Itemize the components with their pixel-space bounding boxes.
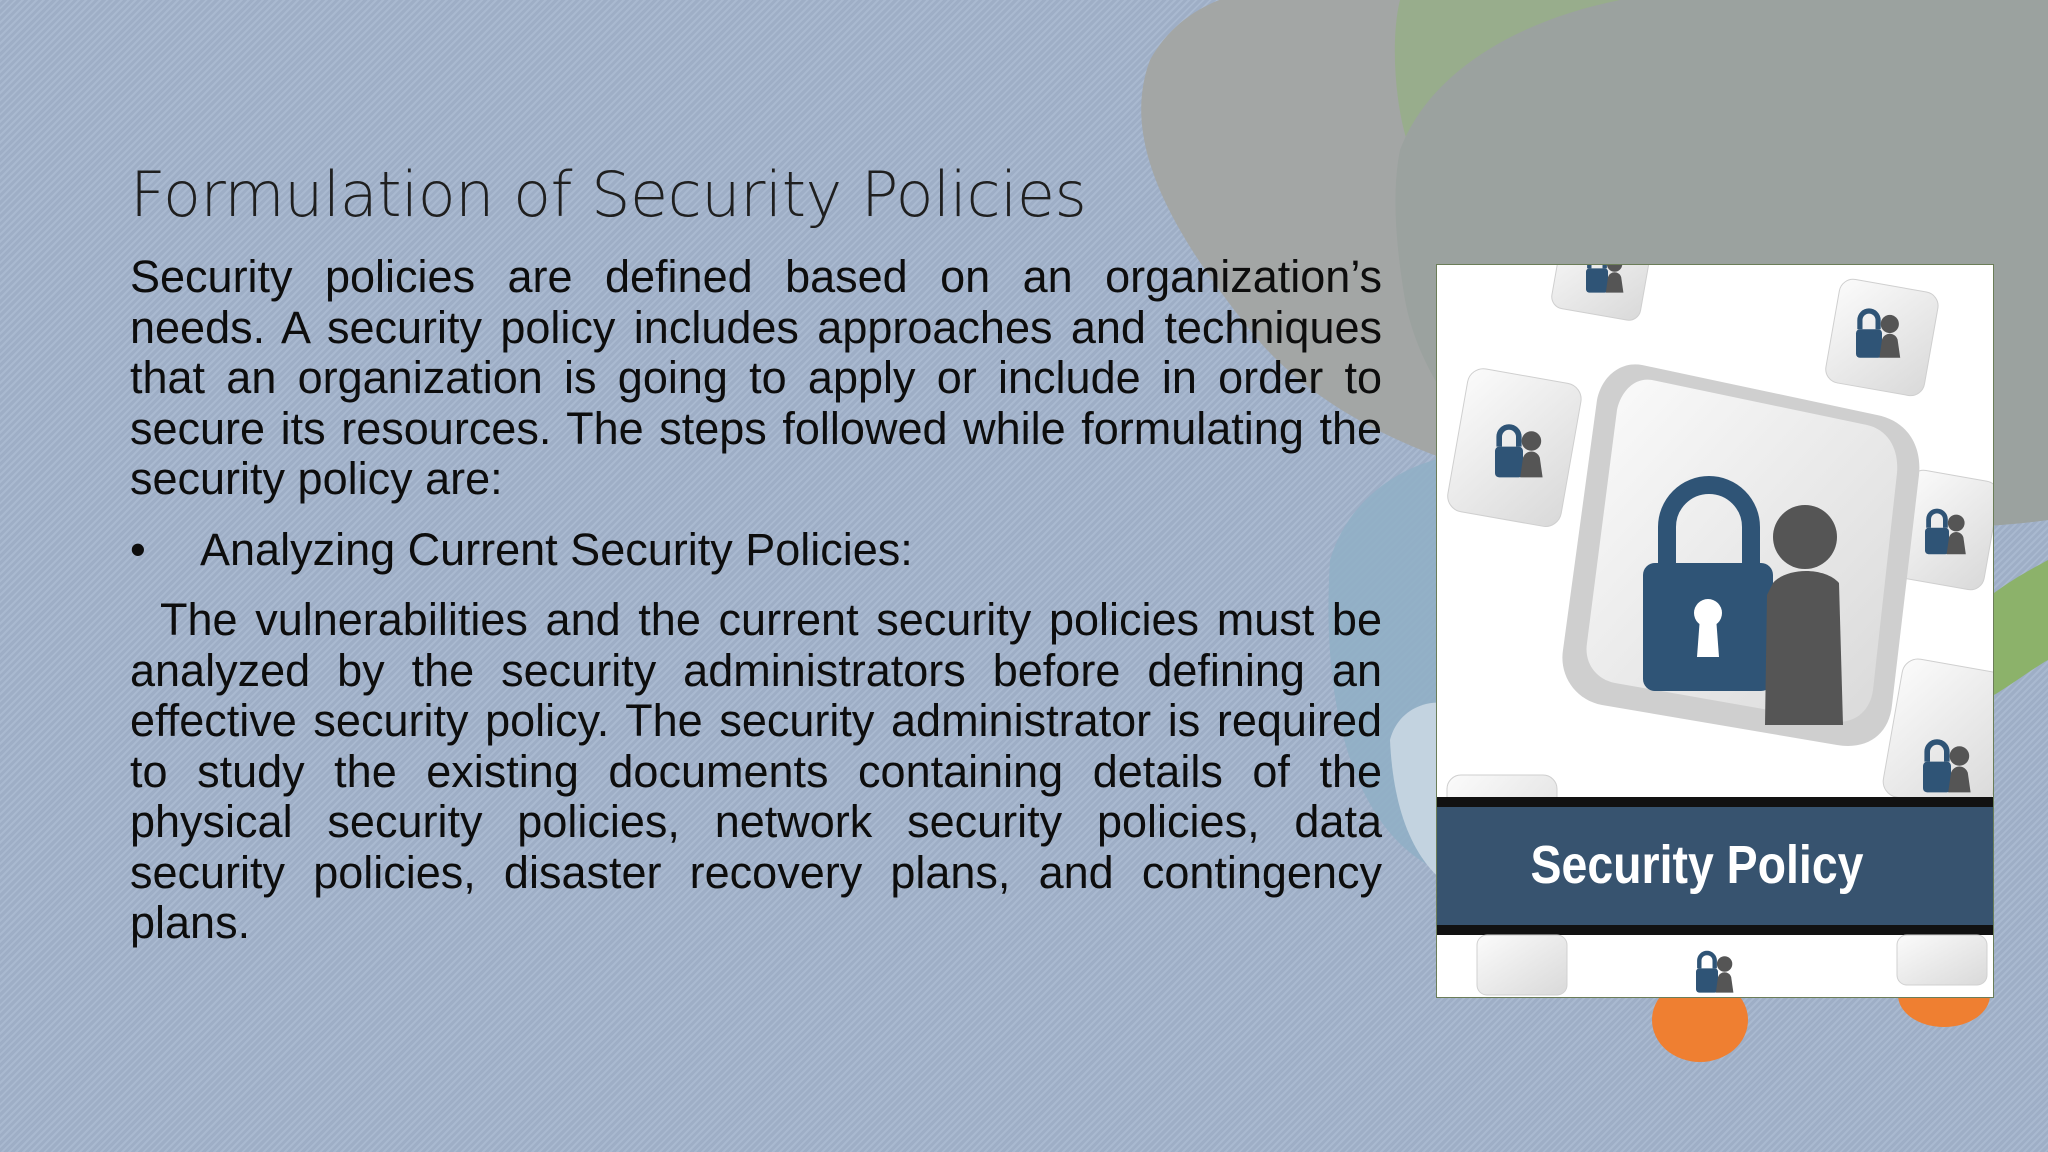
security-policy-image xyxy=(1436,264,1994,998)
small-key-left xyxy=(1445,366,1583,529)
slide-body xyxy=(130,252,1382,949)
deco-green-stripe xyxy=(1985,560,2048,700)
slide-title: Formulation of Security Policies xyxy=(130,158,1087,231)
bullet-item xyxy=(130,525,1382,576)
detail-paragraph: The vulnerabilities and the current security policies must be analyzed by the security administrators before defining an effective security policy. The security administrator is required to study the existing documents containing details of the physical security policies, network security policies, data security policies, disaster recovery plans, and contingency plans. xyxy=(130,594,1382,948)
intro-paragraph: Security policies are defined based on an organization’s needs. A security policy includes approaches and techniques that an organization is going to apply or include in order to secure its resources. The steps followed while formulating the security policy are: xyxy=(130,251,1382,504)
bullet-dot: • xyxy=(130,523,146,575)
security-keyboard-illustration xyxy=(1437,265,1993,997)
small-key-top-right xyxy=(1824,277,1941,398)
banner-text: Security Policy xyxy=(1530,833,1864,895)
main-key xyxy=(1562,364,1919,746)
bullet-label: Analyzing Current Security Policies: xyxy=(200,523,913,575)
